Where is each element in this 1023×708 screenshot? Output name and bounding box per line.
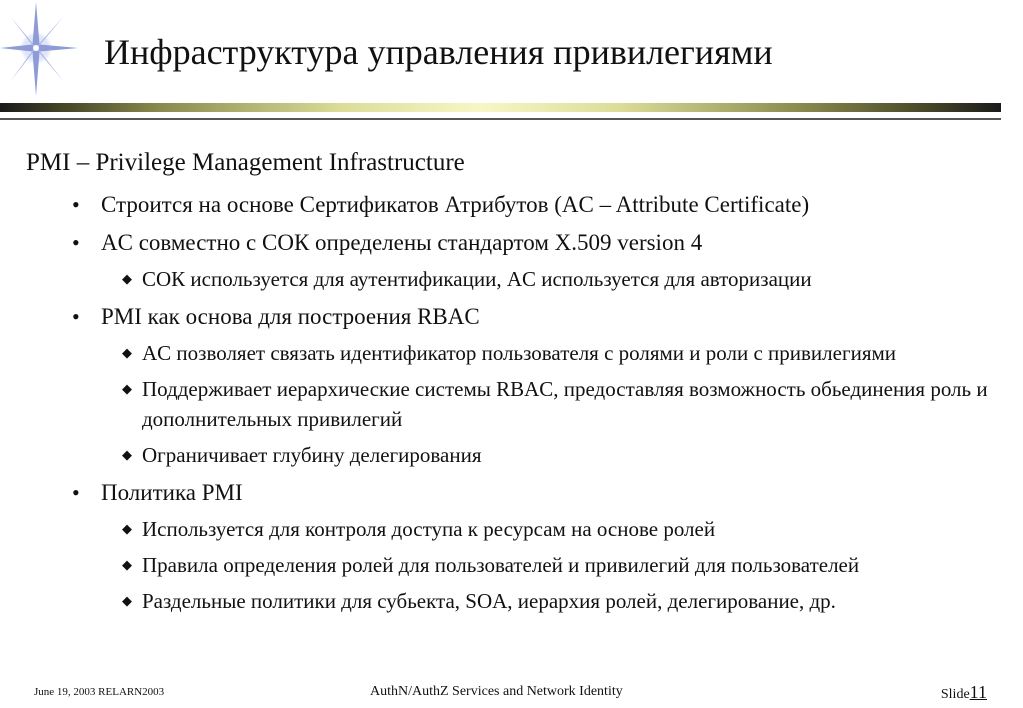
sub-bullet-item [26,374,1006,434]
slide-number: 11 [969,682,987,702]
bullet-text: Политика PMI [101,480,243,505]
sub-bullet-text: Ограничивает глубину делегирования [142,443,482,467]
sub-bullet-item [26,440,1006,470]
bullet-text: Строится на основе Сертификатов Атрибутов (AC – Attribute Certificate) [101,192,810,217]
slide-title: Инфраструктура управления привилегиями [104,32,773,72]
slide-body [26,146,1006,616]
sub-bullet-item [26,550,1006,580]
sub-bullet-text: Правила определения ролей для пользователей и привилегий для пользователей [142,553,860,577]
sub-bullet-text: AC позволяет связать идентификатор пользователя с ролями и роли с привилегиями [142,341,897,365]
bullet-item [26,302,1006,332]
bullet-text: AC совместно с СОК определены стандартом X.509 version 4 [101,230,703,255]
bullet-text: PMI как основа для построения RBAC [101,304,480,329]
round-bullet-icon: • [72,480,80,505]
diamond-bullet-icon: ◆ [122,593,132,608]
round-bullet-icon: • [72,192,80,217]
diamond-bullet-icon: ◆ [122,345,132,360]
sub-bullet-item [26,338,1006,368]
sub-bullet-item [26,586,1006,616]
sub-bullet-text: Используется для контроля доступа к ресурсам на основе ролей [142,517,716,541]
bullet-item [26,190,1006,220]
diamond-bullet-icon: ◆ [122,521,132,536]
round-bullet-icon: • [72,230,80,255]
sub-bullet-item [26,264,1006,294]
section-heading: PMI – Privilege Management Infrastructure [26,149,465,176]
diamond-bullet-icon: ◆ [122,271,132,286]
sub-bullet-text: СОК используется для аутентификации, AC используется для авторизации [142,267,812,291]
footer-slide-number [941,682,987,705]
slide-label: Slide [940,687,970,702]
sub-bullet-item [26,514,1006,544]
bullet-item [26,478,1006,508]
bullet-item [26,228,1006,258]
footer-course-title: AuthN/AuthZ Services and Network Identity [370,684,623,699]
title-gradient-rule [0,103,1001,112]
diamond-bullet-icon: ◆ [122,381,132,396]
sparkle-star-icon [0,0,80,100]
diamond-bullet-icon: ◆ [122,557,132,572]
round-bullet-icon: • [72,304,80,329]
diamond-bullet-icon: ◆ [122,447,132,462]
footer-date-event: June 19, 2003 RELARN2003 [34,686,165,698]
title-thin-rule [0,118,1001,120]
sub-bullet-text: Поддерживает иерархические системы RBAC, предоставляя возможность обьединения роль и дополнительных привилегий [142,377,988,431]
sub-bullet-text: Раздельные политики для субьекта, SOA, иерархия ролей, делегирование, др. [142,589,836,613]
